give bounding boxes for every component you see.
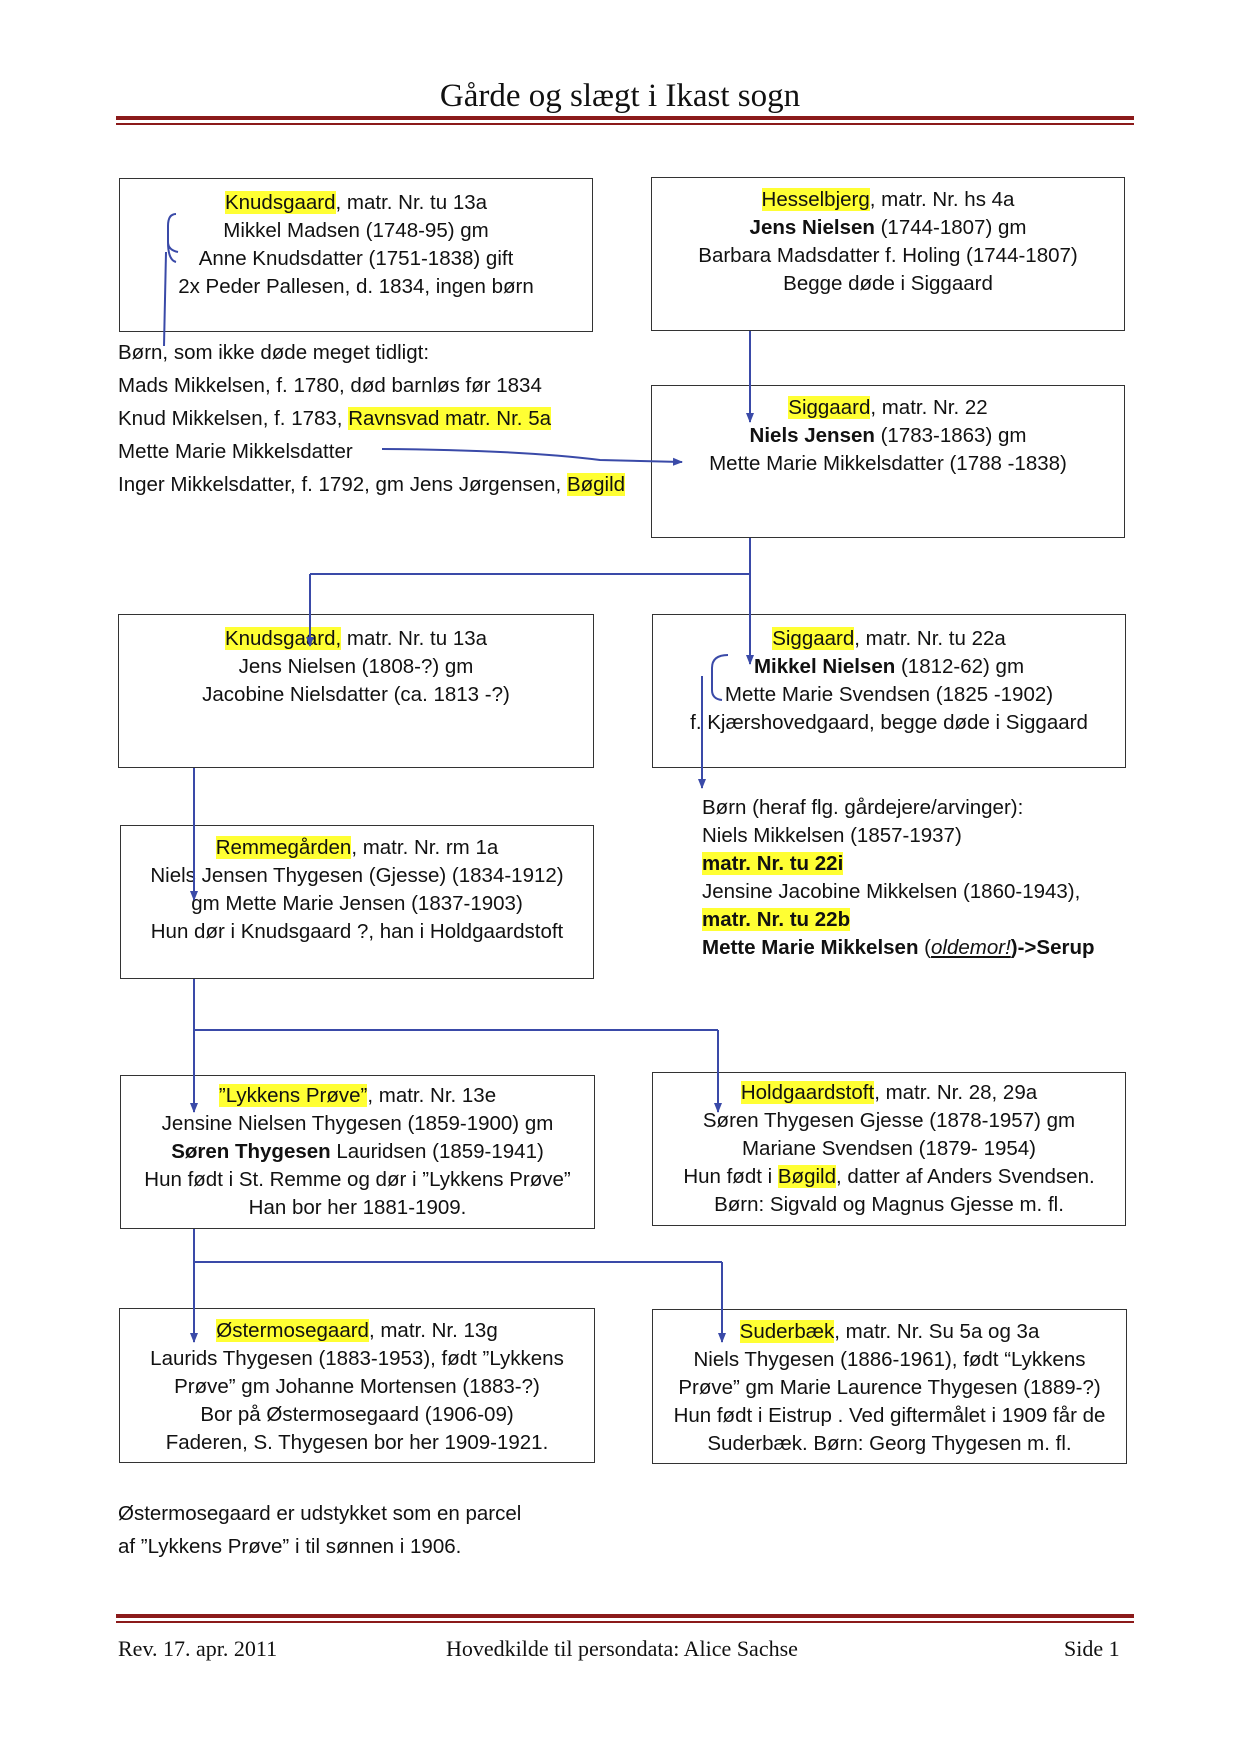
bracket-siggaard-2 xyxy=(712,655,728,700)
person-name: Søren Thygesen xyxy=(171,1140,331,1163)
note-text: Hun født i xyxy=(683,1165,778,1188)
footer-rule-bottom xyxy=(116,1621,1134,1623)
paren-text: ( xyxy=(918,936,932,959)
matr-text: , matr. Nr. tu 13a xyxy=(335,191,488,214)
person-name: Niels Jensen xyxy=(749,424,875,447)
person-line: Niels Jensen Thygesen (Gjesse) (1834-1912) xyxy=(150,864,564,887)
farm-name: Hesselbjerg xyxy=(761,188,870,211)
matr-text: , matr. Nr. 22 xyxy=(870,396,988,419)
child-line: Niels Mikkelsen (1857-1937) xyxy=(702,824,962,847)
footer-revision: Rev. 17. apr. 2011 xyxy=(118,1636,278,1661)
person-line: Prøve” gm Marie Laurence Thygesen (1889-?) xyxy=(678,1376,1101,1399)
person-line: gm Mette Marie Jensen (1837-1903) xyxy=(191,892,523,915)
child-name: Mette Marie Mikkelsen xyxy=(702,936,919,959)
note-line: af ”Lykkens Prøve” i til sønnen i 1906. xyxy=(118,1535,462,1558)
place-highlight: Bøgild xyxy=(777,1165,836,1188)
farm-name: Siggaard xyxy=(772,627,855,650)
person-line: Barbara Madsdatter f. Holing (1744-1807) xyxy=(698,244,1078,267)
person-name: Mikkel Nielsen xyxy=(753,655,896,678)
farm-name: Siggaard xyxy=(788,396,871,419)
person-line: Mette Marie Svendsen (1825 -1902) xyxy=(724,683,1054,706)
matr-text: , matr. Nr. Su 5a og 3a xyxy=(834,1320,1040,1343)
note-line: Begge døde i Siggaard xyxy=(783,272,993,295)
person-line: Prøve” gm Johanne Mortensen (1883-?) xyxy=(174,1375,540,1398)
note-line: f. Kjærshovedgaard, begge døde i Siggaard xyxy=(690,711,1088,734)
note-line: Hun dør i Knudsgaard ?, han i Holdgaardstoft xyxy=(150,920,564,943)
footer-rule-top xyxy=(116,1614,1134,1618)
note-line: Faderen, S. Thygesen bor her 1909-1921. xyxy=(165,1431,549,1454)
note-line: Børn: Sigvald og Magnus Gjesse m. fl. xyxy=(714,1193,1064,1216)
note-line: Hun født i St. Remme og dør i ”Lykkens Prøve” xyxy=(144,1168,571,1191)
bracket-knudsgaard xyxy=(168,214,178,262)
person-line: Niels Thygesen (1886-1961), født “Lykkens xyxy=(693,1348,1086,1371)
matr-text: , matr. Nr. tu 22a xyxy=(854,627,1006,650)
person-line: Mikkel Madsen (1748-95) gm xyxy=(223,219,489,242)
matr-text: , matr. Nr. 28, 29a xyxy=(874,1081,1038,1104)
note-text: , datter af Anders Svendsen. xyxy=(835,1165,1095,1188)
person-dates: (1783-1863) gm xyxy=(874,424,1027,447)
place-highlight: Ravnsvad matr. Nr. 5a xyxy=(348,407,551,430)
footer-source: Hovedkilde til persondata: Alice Sachse xyxy=(446,1636,798,1661)
note-line: 2x Peder Pallesen, d. 1834, ingen børn xyxy=(178,275,534,298)
person-dates: (1744-1807) gm xyxy=(874,216,1027,239)
child-line: Jensine Jacobine Mikkelsen (1860-1943), xyxy=(702,880,1081,903)
person-line: Jacobine Nielsdatter (ca. 1813 -?) xyxy=(202,683,510,706)
person-dates: (1812-62) gm xyxy=(895,655,1025,678)
note-line: Bor på Østermosegaard (1906-09) xyxy=(200,1403,514,1426)
matr-text: matr. Nr. tu 13a xyxy=(341,627,488,650)
person-line: Mette Marie Mikkelsdatter (1788 -1838) xyxy=(709,452,1067,475)
place-highlight: Bøgild xyxy=(566,473,626,496)
child-text: Inger Mikkelsdatter, f. 1792, gm Jens Jørgensen, xyxy=(118,473,567,496)
person-line: Jens Nielsen (1808-?) gm xyxy=(238,655,474,678)
person-line: Jensine Nielsen Thygesen (1859-1900) gm xyxy=(161,1112,554,1135)
person-line: Søren Thygesen Gjesse (1878-1957) gm xyxy=(702,1109,1076,1132)
children-heading: Børn, som ikke døde meget tidligt: xyxy=(118,341,430,364)
farm-name: ”Lykkens Prøve” xyxy=(218,1084,368,1107)
matr-highlight: matr. Nr. tu 22i xyxy=(702,852,844,875)
child-line: Mads Mikkelsen, f. 1780, død barnløs før 1834 xyxy=(118,374,542,397)
note-line: Hun født i Eistrup . Ved giftermålet i 1909 får de xyxy=(673,1404,1106,1427)
matr-text: , matr. Nr. 13e xyxy=(367,1084,497,1107)
matr-highlight: matr. Nr. tu 22b xyxy=(702,908,851,931)
person-name: Jens Nielsen xyxy=(749,216,875,239)
footer-page-number: Side 1 xyxy=(1064,1636,1120,1661)
farm-name: Knudsgaard xyxy=(224,191,336,214)
children-heading: Børn (heraf flg. gårdejere/arvinger): xyxy=(702,796,1024,819)
matr-text: , matr. Nr. hs 4a xyxy=(869,188,1015,211)
page-title: Gårde og slægt i Ikast sogn xyxy=(439,78,801,114)
person-line: Laurids Thygesen (1883-1953), født ”Lykkens xyxy=(150,1347,564,1370)
person-line: Anne Knudsdatter (1751-1838) gift xyxy=(198,247,514,270)
bracket-stem-knudsgaard xyxy=(164,252,166,346)
farm-name: Knudsgaard, xyxy=(224,627,342,650)
serup-text: )->Serup xyxy=(1010,936,1095,959)
child-text: Knud Mikkelsen, f. 1783, xyxy=(118,407,349,430)
farm-name: Suderbæk xyxy=(739,1320,835,1343)
matr-text: , matr. Nr. rm 1a xyxy=(351,836,499,859)
matr-text: , matr. Nr. 13g xyxy=(368,1319,498,1342)
note-line: Østermosegaard er udstykket som en parcel xyxy=(118,1502,522,1525)
note-line: Suderbæk. Børn: Georg Thygesen m. fl. xyxy=(707,1432,1072,1455)
person-line: Mariane Svendsen (1879- 1954) xyxy=(741,1137,1037,1160)
farm-name: Østermosegaard xyxy=(216,1319,369,1342)
farm-name: Holdgaardstoft xyxy=(740,1081,875,1104)
farm-name: Remmegården xyxy=(215,836,352,859)
person-dates: Lauridsen (1859-1941) xyxy=(330,1140,544,1163)
arrow-mette-siggaard xyxy=(382,449,682,462)
child-line: Mette Marie Mikkelsdatter xyxy=(118,440,353,463)
oldemor-text: oldemor! xyxy=(931,936,1011,959)
note-line: Han bor her 1881-1909. xyxy=(248,1196,467,1219)
